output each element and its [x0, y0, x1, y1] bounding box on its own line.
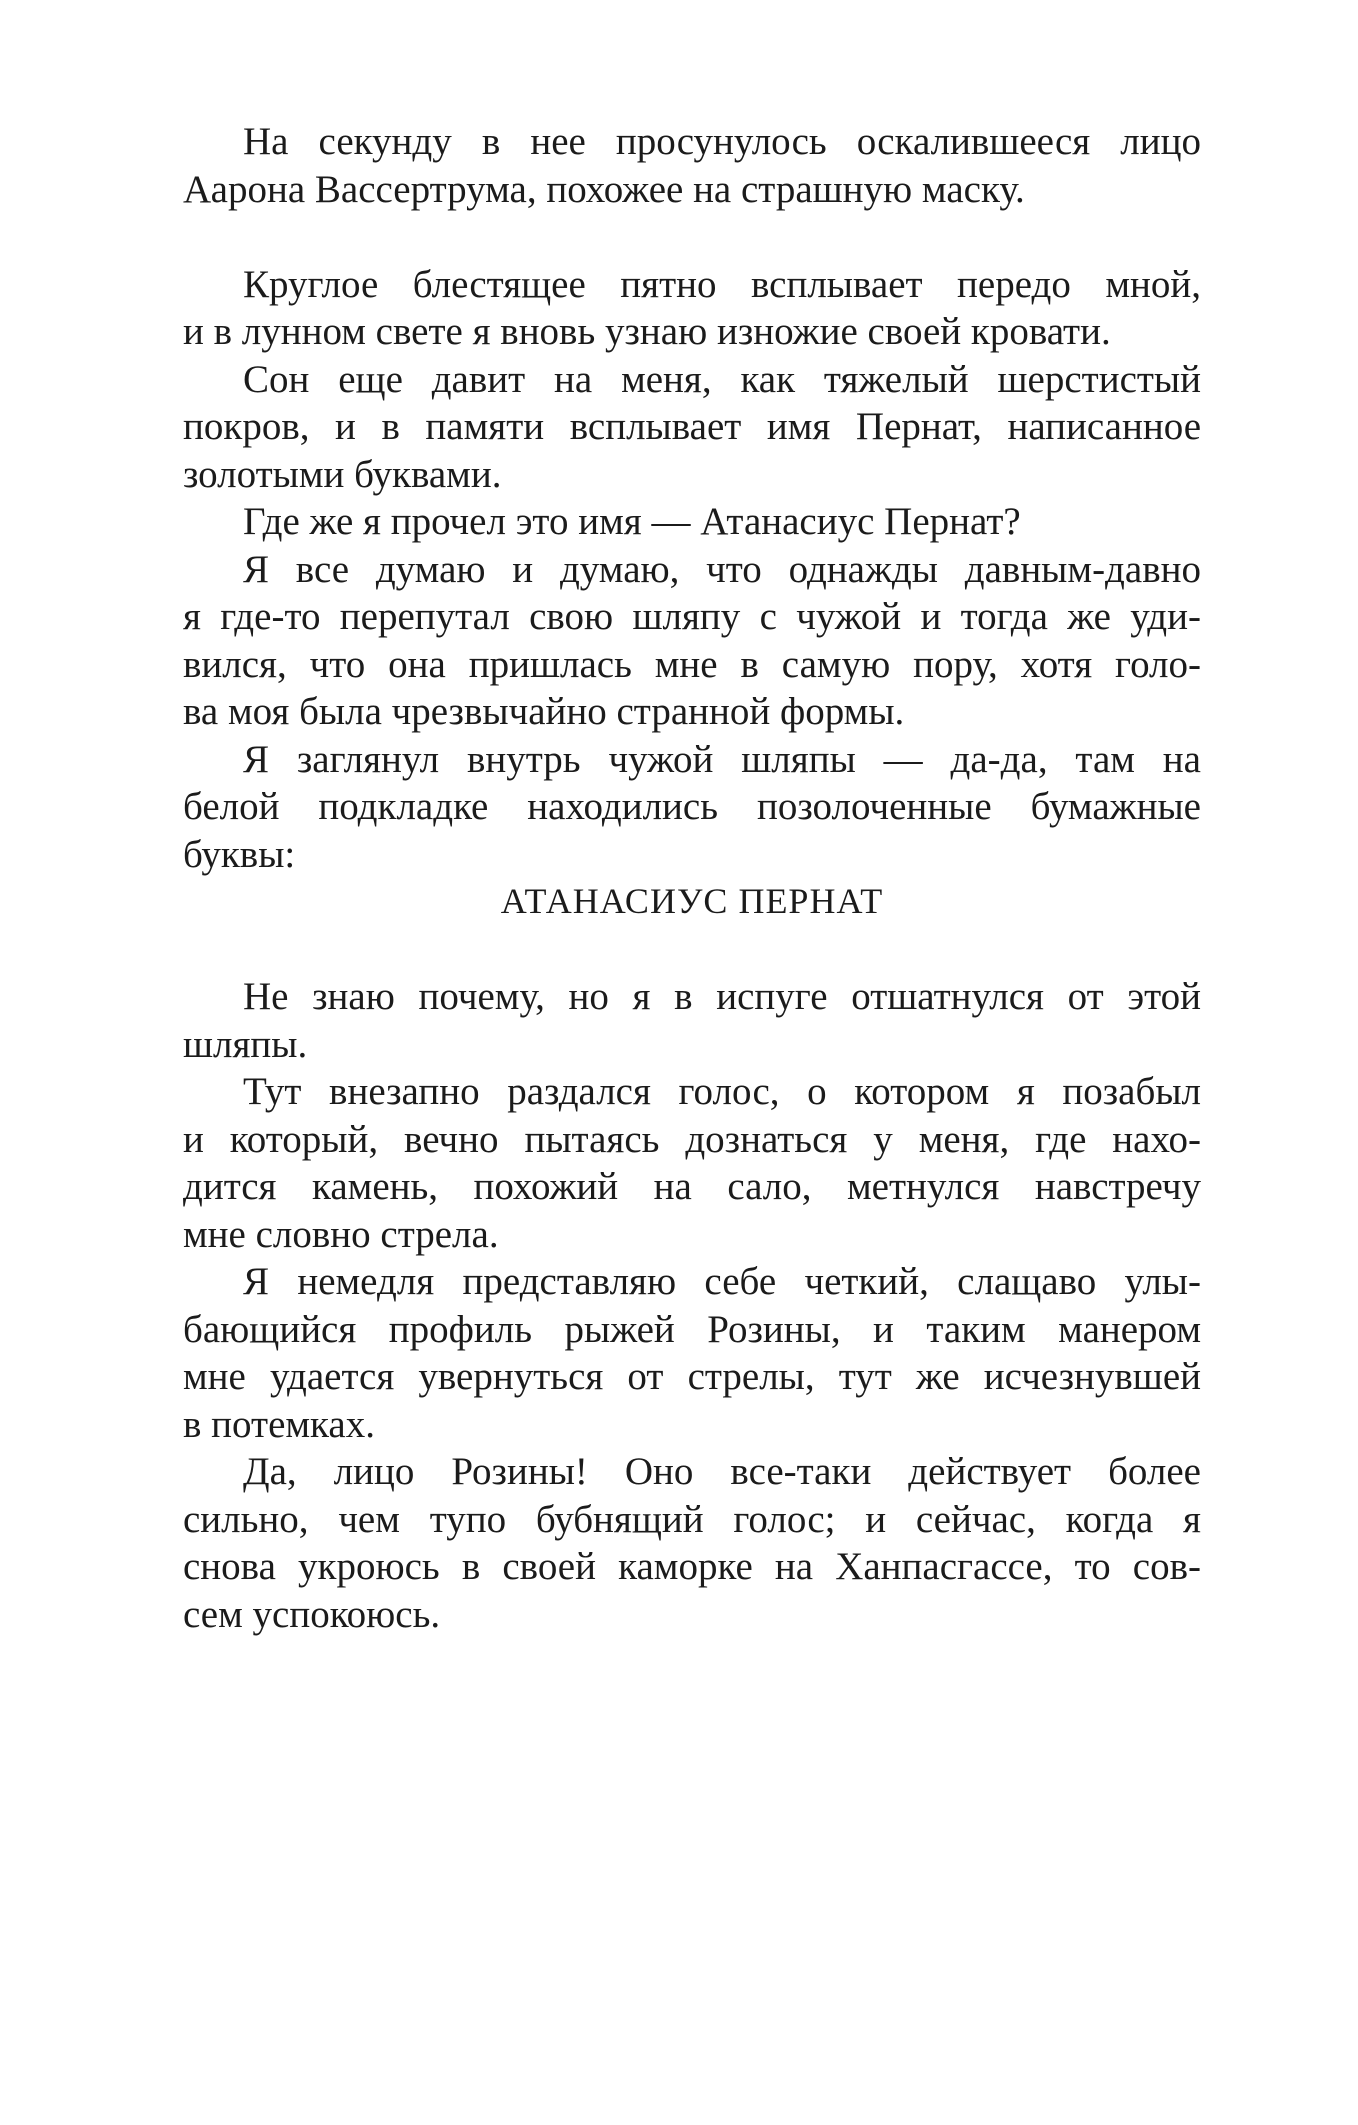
text-line: покров, и в памяти всплывает имя Пернат, написанное [183, 405, 1201, 448]
text-line: ва моя была чрезвычайно странной формы. [183, 690, 905, 733]
text-line: сильно, чем тупо бубнящий голос; и сейчас, когда я [183, 1497, 1201, 1541]
text-line: Я все думаю и думаю, что однажды давным-давно [243, 547, 1201, 591]
text-line: снова укроюсь в своей каморке на Ханпасгассе, то сов- [183, 1545, 1201, 1588]
body-text [183, 118, 1201, 1638]
text-line: Круглое блестящее пятно всплывает передо мной, [243, 262, 1201, 306]
text-line: сем успокоюсь. [183, 1592, 441, 1636]
text-line: Да, лицо Розины! Оно все-таки действует более [243, 1450, 1201, 1493]
text-line: На секунду в нее просунулось оскалившееся лицо [243, 120, 1201, 163]
text-line: и в лунном свете я вновь узнаю изножие своей кровати. [183, 310, 1111, 353]
text-line: Сон еще давит на меня, как тяжелый шерстистый [243, 357, 1201, 401]
text-line: Я заглянул внутрь чужой шляпы — да-да, там на [243, 737, 1201, 781]
text-line: золотыми буквами. [183, 452, 502, 496]
text-line: буквы: [183, 832, 296, 876]
paragraph-gap [183, 926, 1201, 974]
text-line: я где-то перепутал свою шляпу с чужой и тогда же уди- [183, 595, 1201, 638]
text-line: мне удается увернуться от стрелы, тут же исчезнувшей [183, 1355, 1201, 1398]
text-line: дится камень, похожий на сало, метнулся навстречу [183, 1165, 1201, 1208]
text-line: белой подкладке находились позолоченные бумажные [183, 785, 1201, 828]
text-line: мне словно стрела. [183, 1212, 499, 1256]
text-line: шляпы. [183, 1022, 308, 1066]
text-line: в потемках. [183, 1402, 375, 1446]
text-line: бающийся профиль рыжей Розины, и таким манером [183, 1307, 1201, 1351]
text-line: вился, что она пришлась мне в самую пору, хотя голо- [183, 642, 1201, 686]
text-line: Я немедля представляю себе четкий, слащаво улы- [243, 1260, 1201, 1303]
paragraph-gap [183, 213, 1201, 261]
text-line: Где же я прочел это имя — Атанасиус Пернат? [243, 500, 1021, 543]
text-line: Тут внезапно раздался голос, о котором я позабыл [243, 1070, 1201, 1113]
text-line: Аарона Вассертрума, похожее на страшную маску. [183, 167, 1025, 211]
text-line: и который, вечно пытаясь дознаться у меня, где нахо- [183, 1117, 1201, 1161]
text-line: Не знаю почему, но я в испуге отшатнулся от этой [243, 975, 1201, 1018]
inscription-line: АТАНАСИУС ПЕРНАТ [500, 881, 884, 921]
